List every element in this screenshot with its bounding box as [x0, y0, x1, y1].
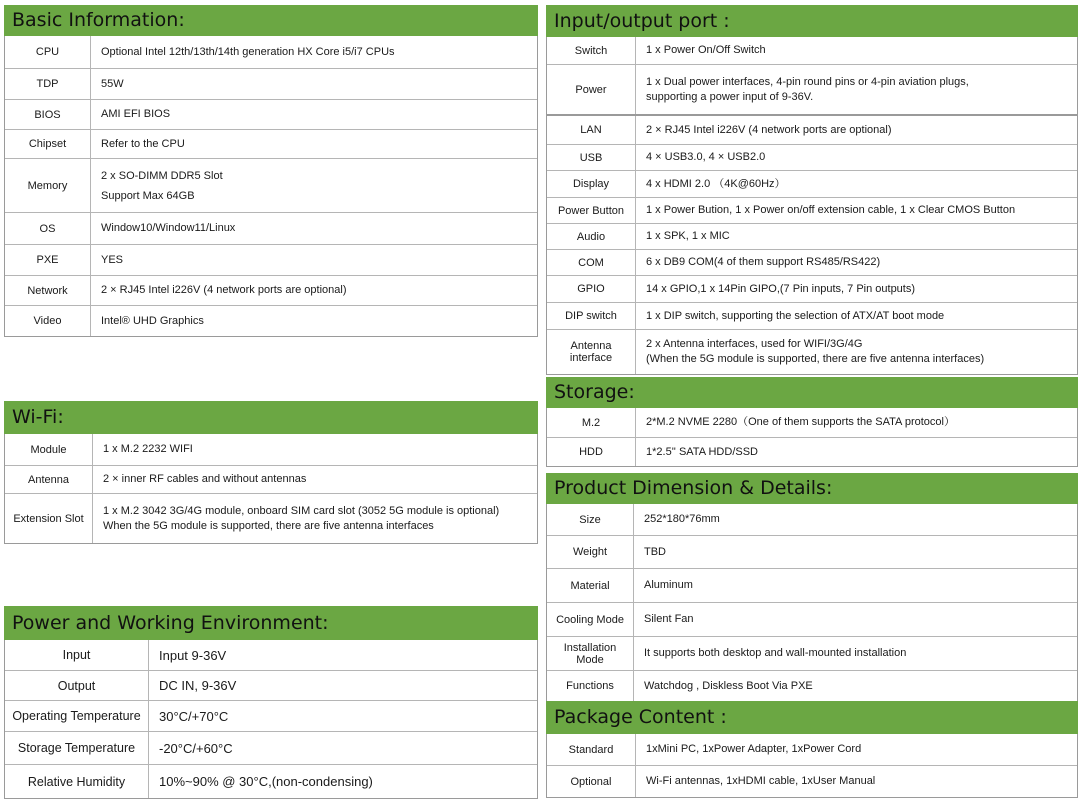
- io-port-table: [546, 37, 1078, 375]
- basic-information-title: Basic Information:: [12, 9, 185, 31]
- table-row: [547, 64, 1077, 114]
- row-value: Intel® UHD Graphics: [101, 314, 204, 327]
- row-value: 2*M.2 NVME 2280（One of them supports the SATA protocol）: [646, 416, 955, 428]
- table-row: [5, 700, 537, 731]
- row-value: 55W: [101, 77, 124, 90]
- row-value: 1 x M.2 3042 3G/4G module, onboard SIM card slot (3052 5G module is optional) When the 5G module is supported, there are five antenna interfaces: [103, 504, 500, 532]
- row-label: Weight: [547, 536, 634, 568]
- row-label: Display: [547, 171, 636, 197]
- table-row: [547, 249, 1077, 275]
- row-value: Watchdog , Diskless Boot Via PXE: [644, 679, 813, 692]
- wifi-title: Wi-Fi:: [12, 406, 64, 428]
- row-label: Standard: [547, 734, 636, 765]
- row-label: Output: [5, 671, 149, 700]
- table-row: [5, 99, 537, 129]
- row-value: 2 × RJ45 Intel i226V (4 network ports are optional): [646, 123, 892, 136]
- row-label: Cooling Mode: [547, 603, 634, 636]
- table-row: [547, 734, 1077, 765]
- row-label: Extension Slot: [5, 494, 93, 543]
- package-table: [546, 734, 1078, 798]
- row-value: 1 x M.2 2232 WIFI: [103, 443, 193, 455]
- table-row: [5, 244, 537, 275]
- power-environment-header: [4, 606, 538, 640]
- dimension-title: Product Dimension & Details:: [554, 477, 833, 499]
- row-value: 6 x DB9 COM(4 of them support RS485/RS422): [646, 256, 881, 268]
- row-value: 2 × RJ45 Intel i226V (4 network ports are optional): [101, 284, 347, 296]
- row-value: 1 x SPK, 1 x MIC: [646, 230, 730, 242]
- table-row: [5, 212, 537, 244]
- row-label: PXE: [5, 245, 91, 275]
- table-row: [547, 437, 1077, 466]
- table-row: [547, 504, 1077, 535]
- table-row: [5, 493, 537, 543]
- row-label: TDP: [5, 69, 91, 99]
- row-value: 10%~90% @ 30°C,(non-condensing): [159, 774, 373, 789]
- row-label: LAN: [547, 116, 636, 144]
- row-label: Switch: [547, 37, 636, 64]
- row-value: Window10/Window11/Linux: [101, 222, 236, 234]
- row-label: Input: [5, 640, 149, 670]
- table-row: [547, 765, 1077, 797]
- row-value: Optional Intel 12th/13th/14th generation HX Core i5/i7 CPUs: [101, 45, 395, 58]
- wifi-section: [4, 401, 538, 544]
- wifi-header: [4, 401, 538, 434]
- storage-header: [546, 377, 1078, 408]
- row-label: USB: [547, 145, 636, 170]
- row-value: Refer to the CPU: [101, 137, 185, 150]
- row-label: Storage Temperature: [5, 732, 149, 764]
- row-value: -20°C/+60°C: [159, 740, 233, 756]
- dimension-table: [546, 504, 1078, 702]
- row-value: AMI EFI BIOS: [101, 108, 171, 120]
- table-row: [547, 302, 1077, 329]
- row-value: 30°C/+70°C: [159, 708, 229, 724]
- row-label: Relative Humidity: [5, 765, 149, 798]
- table-row: [547, 329, 1077, 374]
- row-label: Chipset: [5, 130, 91, 158]
- table-row: [5, 640, 537, 670]
- table-row: [5, 305, 537, 336]
- row-label: Memory: [5, 159, 91, 212]
- row-label: Functions: [547, 671, 634, 701]
- io-port-header: [546, 5, 1078, 37]
- row-value: DC IN, 9-36V: [159, 678, 237, 693]
- dimension-section: [546, 473, 1078, 702]
- package-title: Package Content :: [554, 706, 727, 728]
- table-row: [547, 144, 1077, 170]
- row-label: DIP switch: [547, 303, 636, 329]
- table-row: [5, 36, 537, 68]
- row-label: Module: [5, 434, 93, 465]
- table-row: [547, 670, 1077, 701]
- table-row: [5, 670, 537, 700]
- table-row: [5, 764, 537, 798]
- row-label: HDD: [547, 438, 636, 466]
- row-label: Installation Mode: [547, 637, 634, 670]
- row-label: Optional: [547, 766, 636, 797]
- row-label: COM: [547, 250, 636, 275]
- table-row: [5, 731, 537, 764]
- row-label: Power: [547, 65, 636, 114]
- table-row: [547, 535, 1077, 568]
- row-value: 1 x Power On/Off Switch: [646, 44, 766, 56]
- row-value: Aluminum: [644, 579, 693, 591]
- row-label: OS: [5, 213, 91, 244]
- row-label: Audio: [547, 224, 636, 249]
- power-environment-section: [4, 606, 538, 799]
- table-row: [5, 129, 537, 158]
- row-value: 1 x DIP switch, supporting the selection of ATX/AT boot mode: [646, 309, 945, 322]
- wifi-table: [4, 434, 538, 544]
- row-value: 1 x Power Bution, 1 x Power on/off extension cable, 1 x Clear CMOS Button: [646, 204, 1016, 216]
- row-value: Wi-Fi antennas, 1xHDMI cable, 1xUser Manual: [646, 775, 876, 787]
- table-row: [547, 170, 1077, 197]
- row-value: 252*180*76mm: [644, 513, 720, 525]
- row-value: YES: [101, 253, 124, 266]
- table-row: [547, 197, 1077, 223]
- row-value: Input 9-36V: [159, 647, 227, 663]
- power-environment-table: [4, 640, 538, 799]
- row-value: TBD: [644, 545, 666, 558]
- row-value: 2 × inner RF cables and without antennas: [103, 473, 307, 485]
- row-label: Antenna interface: [547, 330, 636, 374]
- table-row: [547, 275, 1077, 302]
- row-label: M.2: [547, 408, 636, 437]
- row-value: 4 × USB3.0, 4 × USB2.0: [646, 151, 766, 163]
- row-value: 2 x SO-DIMM DDR5 Slot Support Max 64GB: [101, 169, 223, 202]
- table-row: [547, 568, 1077, 602]
- table-row: [5, 158, 537, 212]
- row-label: Size: [547, 504, 634, 535]
- row-label: BIOS: [5, 100, 91, 129]
- row-value: 2 x Antenna interfaces, used for WIFI/3G/4G (When the 5G module is supported, there are five antenna interfaces): [646, 338, 985, 365]
- row-value: 1*2.5'' SATA HDD/SSD: [646, 445, 758, 458]
- table-row: [547, 223, 1077, 249]
- row-label: GPIO: [547, 276, 636, 302]
- table-row: [547, 114, 1077, 144]
- table-row: [547, 408, 1077, 437]
- io-port-section: [546, 5, 1078, 375]
- row-label: CPU: [5, 36, 91, 68]
- storage-table: [546, 408, 1078, 467]
- table-row: [547, 37, 1077, 64]
- row-value: It supports both desktop and wall-mounted installation: [644, 647, 907, 659]
- row-label: Antenna: [5, 466, 93, 493]
- row-label: Operating Temperature: [5, 701, 149, 731]
- table-row: [547, 602, 1077, 636]
- table-row: [547, 636, 1077, 670]
- table-row: [5, 275, 537, 305]
- basic-information-header: [4, 5, 538, 36]
- basic-information-section: [4, 5, 538, 337]
- storage-section: [546, 377, 1078, 467]
- power-environment-title: Power and Working Environment:: [12, 611, 329, 634]
- row-label: Power Button: [547, 198, 636, 223]
- row-value: 4 x HDMI 2.0 （4K@60Hz）: [646, 177, 786, 190]
- row-value: 14 x GPIO,1 x 14Pin GIPO,(7 Pin inputs, 7 Pin outputs): [646, 282, 916, 295]
- package-section: [546, 701, 1078, 798]
- table-row: [5, 465, 537, 493]
- table-row: [5, 68, 537, 99]
- storage-title: Storage:: [554, 381, 635, 403]
- table-row: [5, 434, 537, 465]
- dimension-header: [546, 473, 1078, 504]
- basic-information-table: [4, 36, 538, 337]
- package-header: [546, 701, 1078, 734]
- row-label: Network: [5, 276, 91, 305]
- io-port-title: Input/output port :: [554, 9, 730, 32]
- row-label: Video: [5, 306, 91, 336]
- row-value: 1 x Dual power interfaces, 4-pin round pins or 4-pin aviation plugs, supporting a power input of 9-36V.: [646, 75, 969, 103]
- row-value: Silent Fan: [644, 613, 694, 625]
- row-label: Material: [547, 569, 634, 602]
- row-value: 1xMini PC, 1xPower Adapter, 1xPower Cord: [646, 743, 862, 755]
